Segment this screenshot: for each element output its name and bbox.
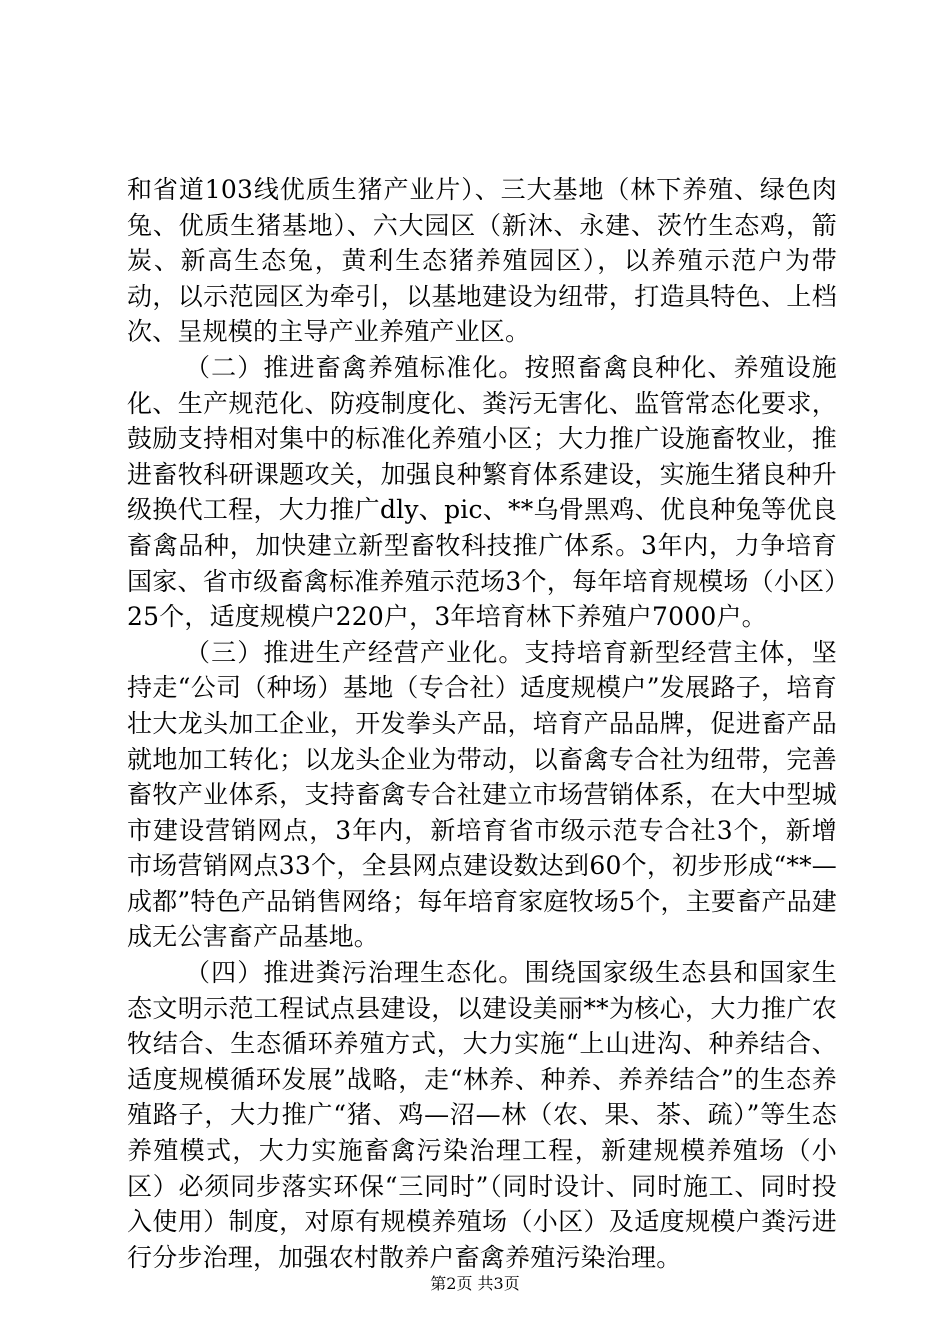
paragraph-continuation: 和省道103线优质生猪产业片）、三大基地（林下养殖、绿色肉兔、优质生猪基地）、六大园区（新沐、永建、茨竹生态鸡，箭炭、新高生态兔，黄利生态猪养殖园区），以养殖示范户为带动，以示范园区为牵引，以基地建设为纽带，打造具特色、上档次、呈规模的主导产业养殖产业区。 bbox=[127, 175, 837, 347]
document-body bbox=[127, 172, 837, 1275]
paragraph-section-3: （三）推进生产经营产业化。支持培育新型经营主体，坚持走“公司（种场）基地（专合社）适度规模户”发展路子，培育壮大龙头加工企业，开发拳头产品，培育产品品牌，促进畜产品就地加工转化；以龙头企业为带动，以畜禽专合社为纽带，完善畜牧产业体系，支持畜禽专合社建立市场营销体系，在大中型城市建设营销网点，3年内，新培育省市级示范专合社3个，新增市场营销网点33个，全县网点建设数达到60个，初步形成“**—成都”特色产品销售网络；每年培育家庭牧场5个，主要畜产品建成无公害畜产品基地。 bbox=[127, 637, 837, 952]
paragraph-section-4: （四）推进粪污治理生态化。围绕国家级生态县和国家生态文明示范工程试点县建设，以建设美丽**为核心，大力推广农牧结合、生态循环养殖方式，大力实施“上山进沟、种养结合、适度规模循环发展”战略，走“林养、种养、养养结合”的生态养殖路子，大力推广“猪、鸡—沼—林（农、果、茶、疏）”等生态养殖模式，大力实施畜禽污染治理工程，新建规模养殖场（小区）必须同步落实环保“三同时”（同时设计、同时施工、同时投入使用）制度，对原有规模养殖场（小区）及适度规模户粪污进行分步治理，加强农村散养户畜禽养殖污染治理。 bbox=[127, 958, 837, 1272]
paragraph-section-2: （二）推进畜禽养殖标准化。按照畜禽良种化、养殖设施化、生产规范化、防疫制度化、粪污无害化、监管常态化要求，鼓励支持相对集中的标准化养殖小区；大力推广设施畜牧业，推进畜牧科研课题攻关，加强良种繁育体系建设，实施生猪良种升级换代工程，大力推广dly、pic、**乌骨黑鸡、优良种兔等优良畜禽品种，加快建立新型畜牧科技推广体系。3年内，力争培育国家、省市级畜禽标准养殖示范场3个，每年培育规模场（小区）25个，适度规模户220户，3年培育林下养殖户7000户。 bbox=[127, 352, 837, 632]
page-number-footer: 第2页 共3页 bbox=[430, 1274, 520, 1293]
